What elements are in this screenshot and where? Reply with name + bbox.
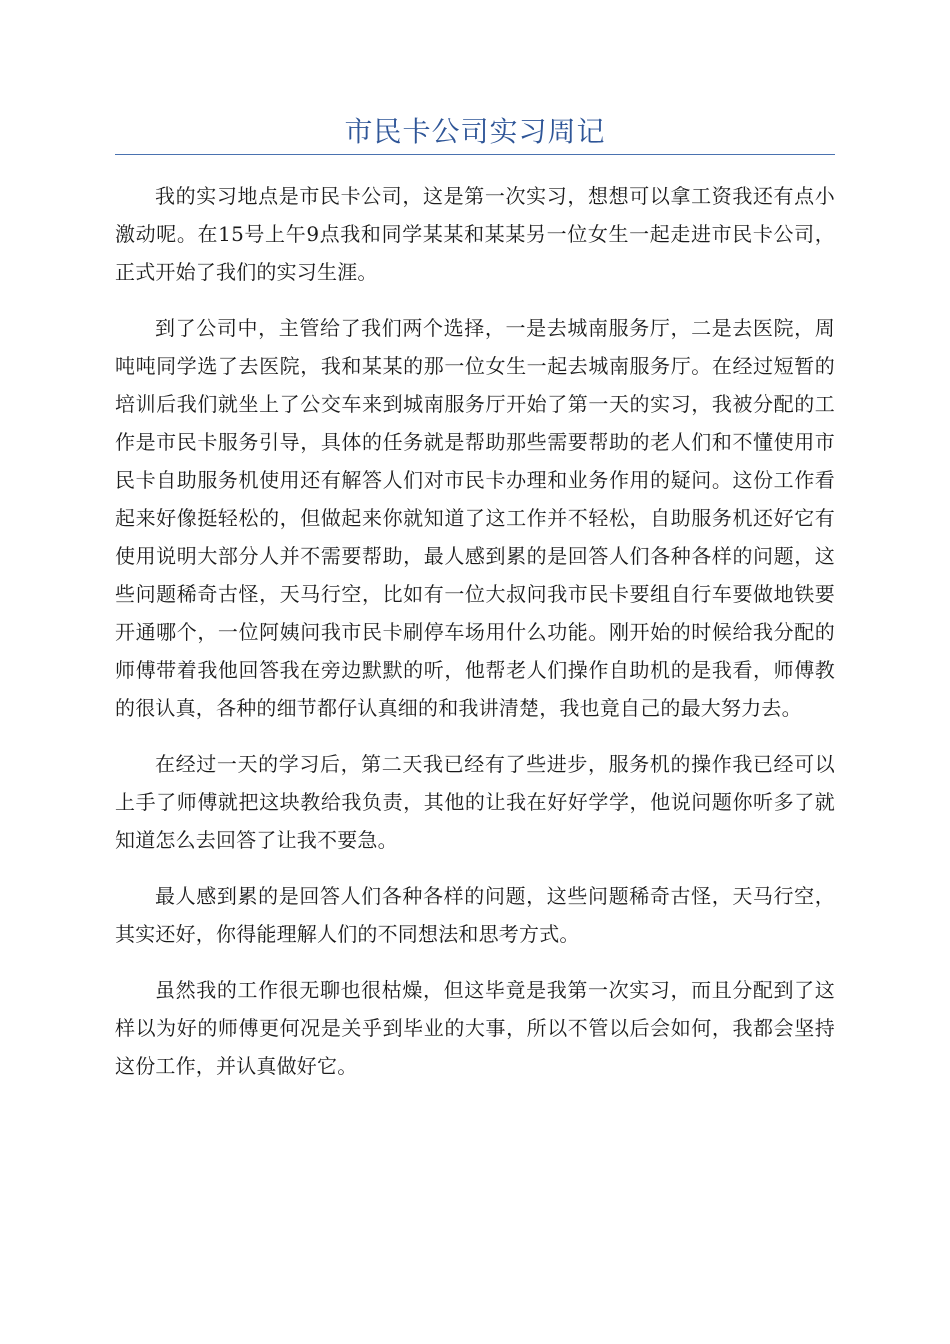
document-body	[115, 177, 835, 1103]
paragraph-1: 我的实习地点是市民卡公司，这是第一次实习，想想可以拿工资我还有点小激动呢。在15号上午9点我和同学某某和某某另一位女生一起走进市民卡公司，正式开始了我们的实习生涯。	[115, 184, 835, 284]
document-title: 市民卡公司实习周记	[344, 115, 606, 148]
paragraph-5: 虽然我的工作很无聊也很枯燥，但这毕竟是我第一次实习，而且分配到了这样以为好的师傅更何况是关乎到毕业的大事，所以不管以后会如何，我都会坚持这份工作，并认真做好它。	[115, 978, 835, 1078]
paragraph-3: 在经过一天的学习后，第二天我已经有了些进步，服务机的操作我已经可以上手了师傅就把这块教给我负责，其他的让我在好好学学，他说问题你听多了就知道怎么去回答了让我不要急。	[115, 752, 835, 852]
paragraph-4: 最人感到累的是回答人们各种各样的问题，这些问题稀奇古怪，天马行空，其实还好，你得能理解人们的不同想法和思考方式。	[115, 884, 835, 946]
title-underline	[115, 154, 835, 155]
paragraph-2: 到了公司中，主管给了我们两个选择，一是去城南服务厅，二是去医院，周吨吨同学选了去医院，我和某某的那一位女生一起去城南服务厅。在经过短暂的培训后我们就坐上了公交车来到城南服务厅开始了第一天的实习，我被分配的工作是市民卡服务引导，具体的任务就是帮助那些需要帮助的老人们和不懂使用市民卡自助服务机使用还有解答人们对市民卡办理和业务作用的疑问。这份工作看起来好像挺轻松的，但做起来你就知道了这工作并不轻松，自助服务机还好它有使用说明大部分人并不需要帮助，最人感到累的是回答人们各种各样的问题，这些问题稀奇古怪，天马行空，比如有一位大叔问我市民卡要组自行车要做地铁要开通哪个，一位阿姨问我市民卡刷停车场用什么功能。刚开始的时候给我分配的师傅带着我他回答我在旁边默默的听，他帮老人们操作自助机的是我看，师傅教的很认真，各种的细节都仔认真细的和我讲清楚，我也竟自己的最大努力去。	[115, 316, 835, 720]
